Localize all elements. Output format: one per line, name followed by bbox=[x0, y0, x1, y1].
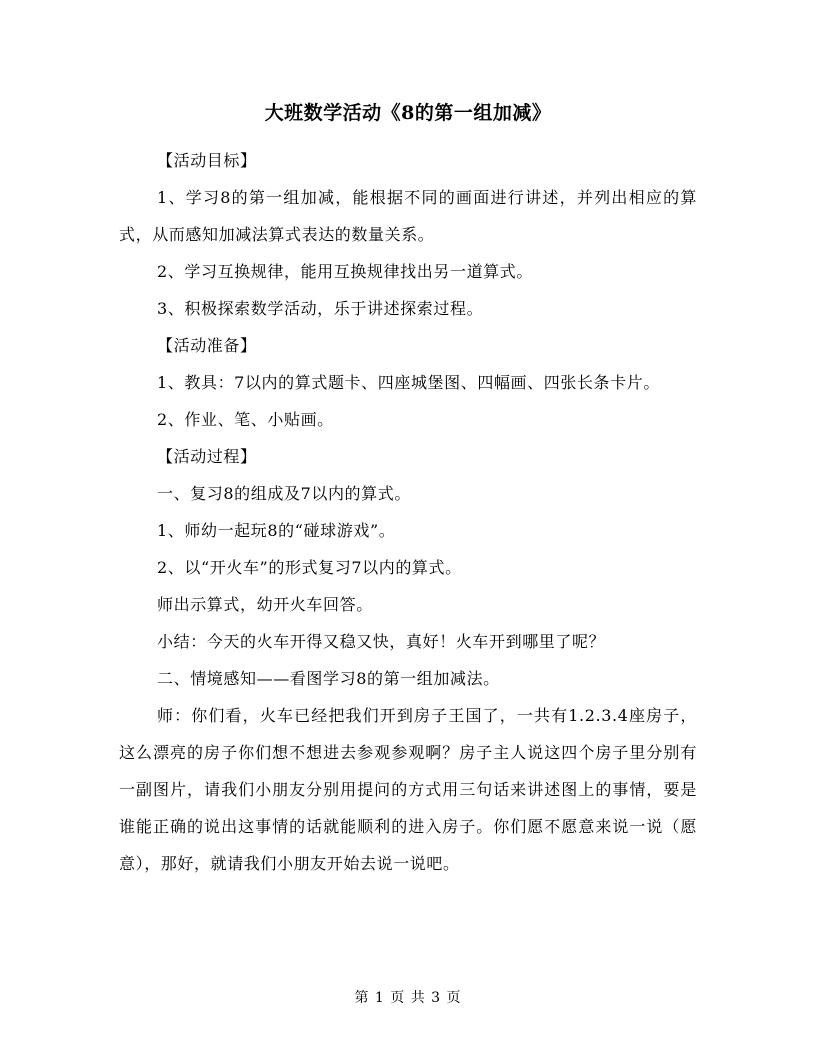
paragraph-section-2: 二、情境感知——看图学习8的第一组加减法。 bbox=[157, 669, 500, 688]
paragraph-goal-1: 1、学习8的第一组加减，能根据不同的画面进行讲述，并列出相应的算式，从而感知加减法算式表达的数量关系。 bbox=[119, 188, 697, 244]
paragraph-teacher-dialogue: 师：你们看，火车已经把我们开到房子王国了，一共有1.2.3.4座房子，这么漂亮的房子你们想不想进去参观参观啊？房子主人说这四个房子里分别有一副图片，请我们小朋友分别用提问的方式用三句话来讲述图上的事情，要是谁能正确的说出这事情的话就能顺利的进入房子。你们愿不愿意来说一说（愿意），那好，就请我们小朋友开始去说一说吧。 bbox=[119, 706, 697, 873]
document-body bbox=[119, 142, 697, 882]
paragraph-process-2: 1、师幼一起玩8的“碰球游戏”。 bbox=[157, 521, 396, 540]
paragraph-process-1: 一、复习8的组成及7以内的算式。 bbox=[157, 484, 411, 503]
section-heading-goals: 【活动目标】 bbox=[157, 151, 257, 170]
paragraph-goal-3: 3、积极探索数学活动，乐于讲述探索过程。 bbox=[157, 299, 484, 318]
paragraph-prep-1: 1、教具：7以内的算式题卡、四座城堡图、四幅画、四张长条卡片。 bbox=[157, 373, 660, 392]
paragraph-process-4: 师出示算式，幼开火车回答。 bbox=[157, 595, 373, 614]
paragraph-process-3: 2、以“开火车”的形式复习7以内的算式。 bbox=[157, 558, 462, 577]
paragraph-summary: 小结：今天的火车开得又稳又快，真好！火车开到哪里了呢？ bbox=[157, 632, 606, 651]
section-heading-preparation: 【活动准备】 bbox=[157, 336, 257, 355]
paragraph-prep-2: 2、作业、笔、小贴画。 bbox=[157, 410, 334, 429]
section-heading-process: 【活动过程】 bbox=[157, 447, 257, 466]
paragraph-goal-2: 2、学习互换规律，能用互换规律找出另一道算式。 bbox=[157, 262, 533, 281]
page-footer bbox=[0, 988, 816, 1008]
document-title: 大班数学活动《8的第一组加减》 bbox=[264, 102, 552, 124]
page-number-label: 第 1 页 共 3 页 bbox=[354, 990, 462, 1006]
